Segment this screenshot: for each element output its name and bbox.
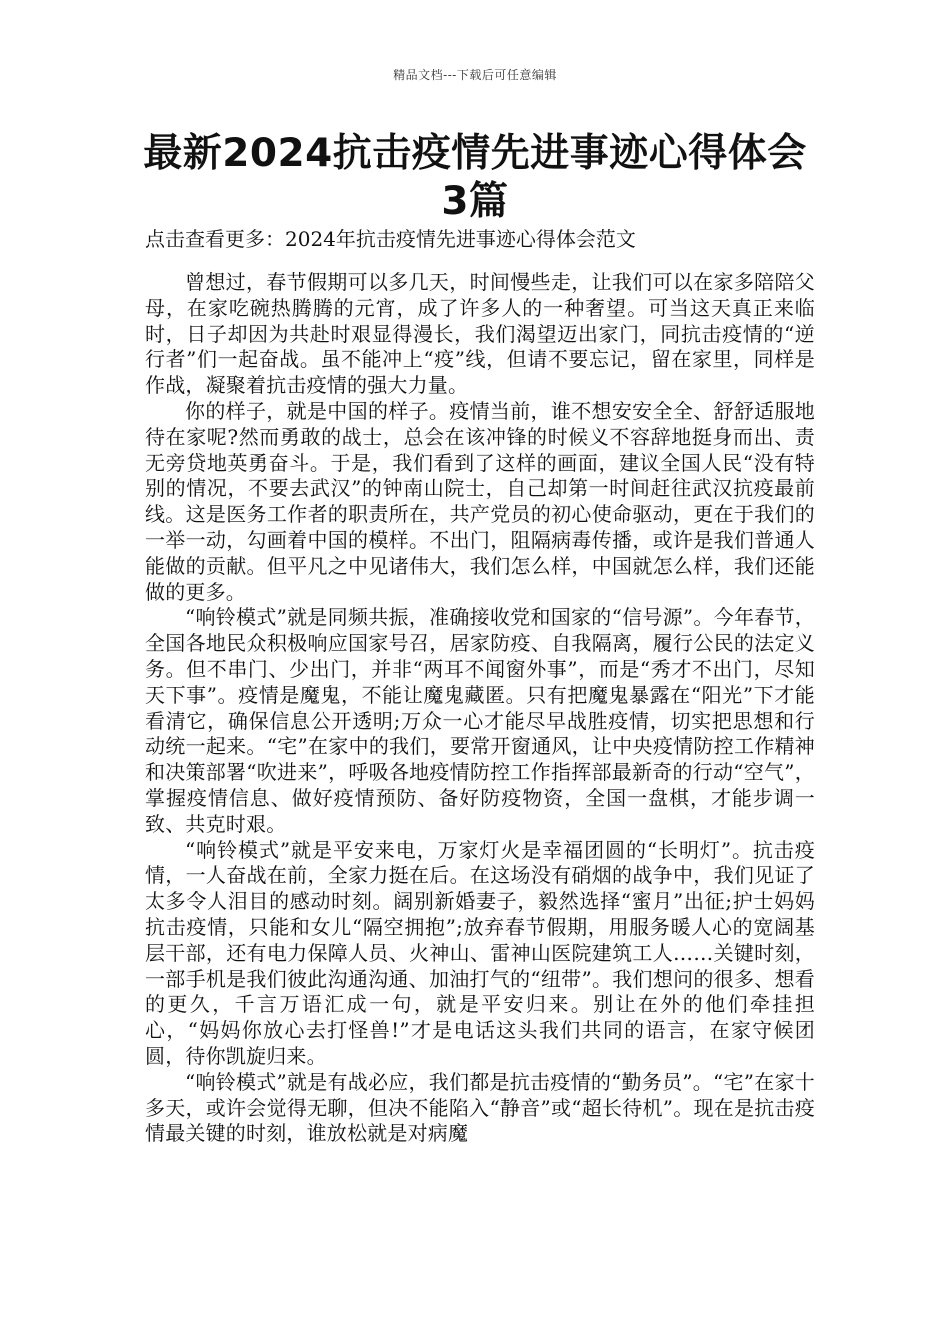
- paragraph: “响铃模式”就是平安来电，万家灯火是幸福团圆的“长明灯”。抗击疫情，一人奋战在前，全家力挺在后。在这场没有硝烟的战争中，我们见证了太多令人泪目的感动时刻。阔别新婚妻子，毅然选择“蜜月”出征;护士妈妈抗击疫情，只能和女儿“隔空拥抱”;放弃春节假期，用服务暖人心的宽阔基层干部，还有电力保障人员、火神山、雷神山医院建筑工人……关键时刻，一部手机是我们彼此沟通沟通、加油打气的“纽带”。我们想问的很多、想看的更久，千言万语汇成一句，就是平安归来。别让在外的他们牵挂担心，“妈妈你放心去打怪兽!”才是电话这头我们共同的语言，在家守候团圆，待你凯旋归来。: [145, 837, 815, 1068]
- paragraph: “响铃模式”就是有战必应，我们都是抗击疫情的“勤务员”。“宅”在家十多天，或许会觉得无聊，但决不能陷入“静音”或“超长待机”。现在是抗击疫情最关键的时刻，谁放松就是对病魔: [145, 1069, 815, 1146]
- paragraph: “响铃模式”就是同频共振，准确接收党和国家的“信号源”。今年春节，全国各地民众积极响应国家号召，居家防疫、自我隔离，履行公民的法定义务。但不串门、少出门，并非“两耳不闻窗外事”，而是“秀才不出门，尽知天下事”。疫情是魔鬼，不能让魔鬼藏匿。只有把魔鬼暴露在“阳光”下才能看清它，确保信息公开透明;万众一心才能尽早战胜疫情，切实把思想和行动统一起来。“宅”在家中的我们，要常开窗通风，让中央疫情防控工作精神和决策部署“吹进来”，呼吸各地疫情防控工作指挥部最新奇的行动“空气”，掌握疫情信息、做好疫情预防、备好防疫物资，全国一盘棋，才能步调一致、共克时艰。: [145, 605, 815, 836]
- page-header-note: 精品文档---下载后可任意编辑: [393, 68, 557, 82]
- document-title: 最新2024抗击疫情先进事迹心得体会3篇: [143, 131, 807, 224]
- article-body: [145, 270, 815, 1147]
- paragraph: 你的样子，就是中国的样子。疫情当前，谁不想安安全全、舒舒适服地待在家呢?然而勇敢的战士，总会在该冲锋的时候义不容辞地挺身而出、责无旁贷地英勇奋斗。于是，我们看到了这样的画面，建议全国人民“没有特别的情况，不要去武汉”的钟南山院士，自己却第一时间赶往武汉抗疫最前线。这是医务工作者的职责所在，共产党员的初心使命驱动，更在于我们的一举一动，勾画着中国的模样。不出门，阻隔病毒传播，或许是我们普通人能做的贡献。但平凡之中见诸伟大，我们怎么样，中国就怎么样，我们还能做的更多。: [145, 398, 815, 604]
- paragraph: 曾想过，春节假期可以多几天，时间慢些走，让我们可以在家多陪陪父母，在家吃碗热腾腾的元宵，成了许多人的一种奢望。可当这天真正来临时，日子却因为共赴时艰显得漫长，我们渴望迈出家门，同抗击疫情的“逆行者”们一起奋战。虽不能冲上“疫”线，但请不要忘记，留在家里，同样是作战，凝聚着抗击疫情的强大力量。: [145, 270, 815, 398]
- more-link-text[interactable]: 点击查看更多：2024年抗击疫情先进事迹心得体会范文: [145, 227, 636, 251]
